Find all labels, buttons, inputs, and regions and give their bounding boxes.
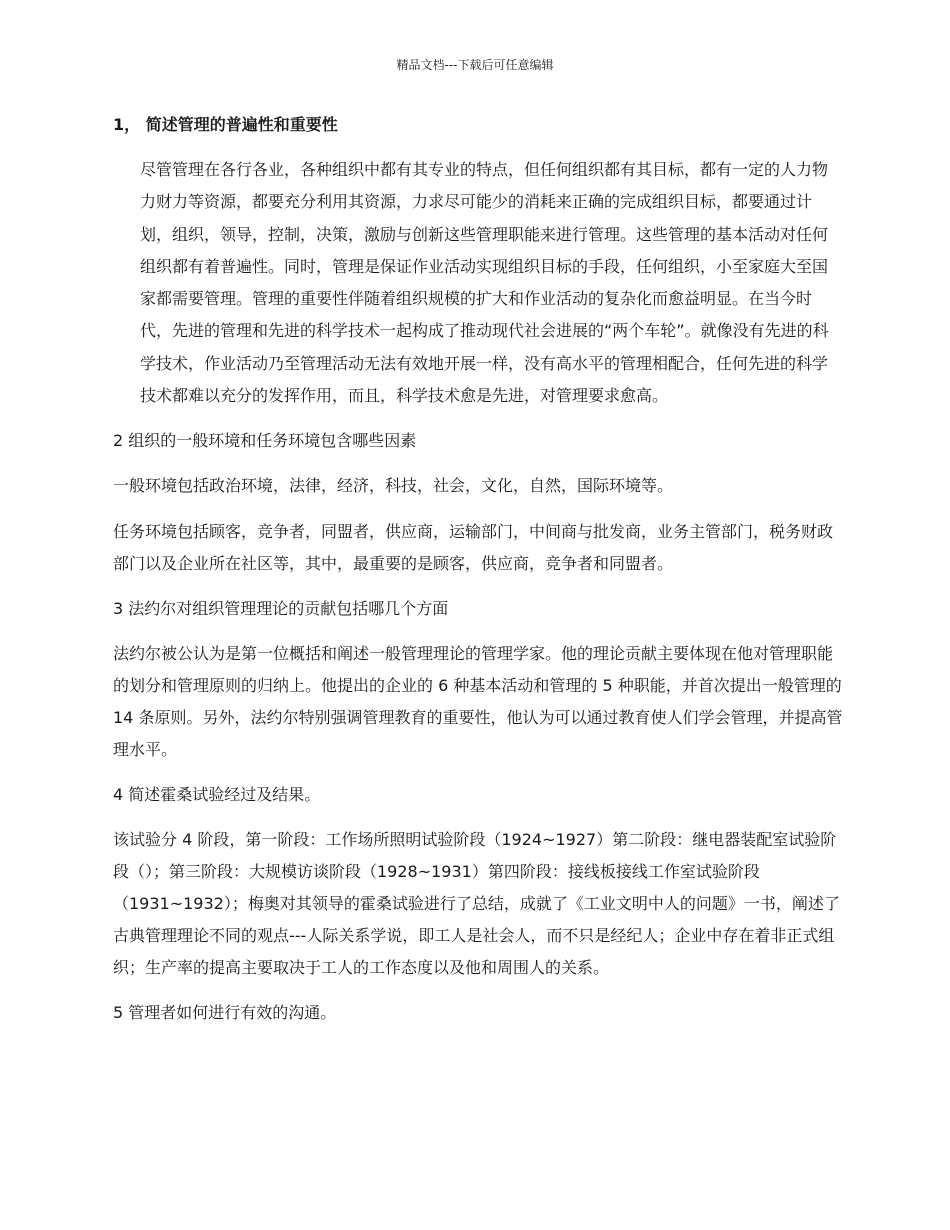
section-2-paragraph-1: 一般环境包括政治环境，法律，经济，科技，社会，文化，自然，国际环境等。	[113, 476, 674, 496]
section-3-title: 3 法约尔对组织管理理论的贡献包括哪几个方面	[113, 599, 449, 619]
section-4-paragraph: 该试验分 4 阶段，第一阶段：工作场所照明试验阶段（1924~1927）第二阶段：继电器装配室试验阶段（）；第三阶段：大规模访谈阶段（1928~1931）第四阶段：接线板接线工作室试验阶段（1931~1932）；梅奥对其领导的霍桑试验进行了总结，成就了《工业文明中人的问题》一书，阐述了古典管理理论不同的观点---人际关系学说，即工人是社会人，而不只是经纪人；企业中存在着非正式组织；生产率的提高主要取决于工人的工作态度以及他和周围人的关系。	[113, 830, 840, 978]
section-2-title: 2 组织的一般环境和任务环境包含哪些因素	[113, 431, 417, 451]
section-3-paragraph: 法约尔被公认为是第一位概括和阐述一般管理理论的管理学家。他的理论贡献主要体现在他对管理职能的划分和管理原则的归纳上。他提出的企业的 6 种基本活动和管理的 5 种职能，并首次提出一般管理的 14 条原则。另外，法约尔特别强调管理教育的重要性，他认为可以通过教育使人们学会管理，并提高管理水平。	[113, 644, 843, 760]
section-1-paragraph: 尽管管理在各行各业，各种组织中都有其专业的特点，但任何组织都有其目标，都有一定的人力物力财力等资源，都要充分利用其资源，力求尽可能少的消耗来正确的完成组织目标，都要通过计划，组织，领导，控制，决策，激励与创新这些管理职能来进行管理。这些管理的基本活动对任何组织都有着普遍性。同时，管理是保证作业活动实现组织目标的手段，任何组织，小至家庭大至国家都需要管理。管理的重要性伴随着组织规模的扩大和作业活动的复杂化而愈益明显。在当今时代，先进的管理和先进的科学技术一起构成了推动现代社会进展的“两个车轮”。就像没有先进的科学技术，作业活动乃至管理活动无法有效地开展一样，没有高水平的管理相配合，任何先进的科学技术都难以充分的发挥作用，而且，科学技术愈是先进，对管理要求愈高。	[140, 160, 829, 406]
section-5-title: 5 管理者如何进行有效的沟通。	[113, 1003, 337, 1023]
section-2-paragraph-2: 任务环境包括顾客，竞争者，同盟者，供应商，运输部门，中间商与批发商，业务主管部门，税务财政部门以及企业所在社区等，其中，最重要的是顾客，供应商，竞争者和同盟者。	[113, 522, 834, 574]
page-header: 精品文档---下载后可任意编辑	[396, 58, 554, 72]
section-4-title: 4 简述霍桑试验经过及结果。	[113, 785, 321, 805]
section-1-title: 1， 简述管理的普遍性和重要性	[113, 115, 338, 134]
document-body	[113, 110, 843, 1042]
